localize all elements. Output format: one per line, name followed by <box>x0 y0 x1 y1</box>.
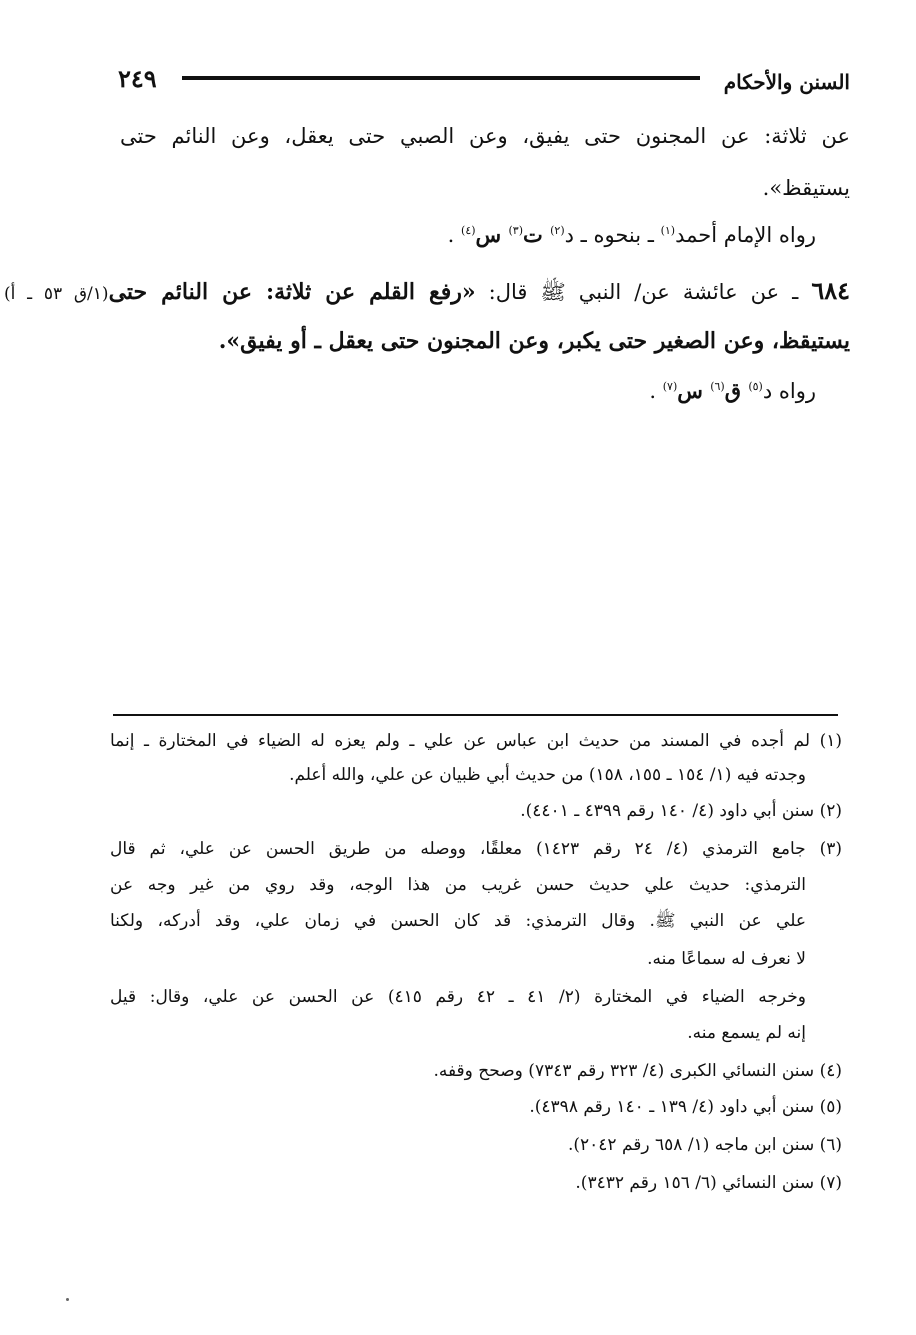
footnote-ref: (٦) <box>710 380 725 393</box>
riwaya-line-1 <box>448 222 816 247</box>
header-rule <box>182 76 700 80</box>
hadith-isnad: ـ عن عائشة عن/ النبي ﷺ قال: <box>475 280 812 304</box>
source-siglum: س <box>475 222 509 247</box>
footnote-3-cont: علي عن النبي ﷺ. وقال الترمذي: قد كان الحسن في زمان علي، وقد أدركه، ولكنا <box>110 911 806 931</box>
footnote-ref: (٢) <box>550 224 565 237</box>
hadith-matn: «رفع القلم عن ثلاثة: عن النائم حتى <box>108 279 476 305</box>
riwaya-text: رواه الإمام أحمد <box>675 223 816 247</box>
footnote-3-cont: الترمذي: حديث علي حديث حسن غريب من هذا الوجه، وقد روي من غير وجه عن <box>110 875 806 895</box>
manuscript-marker: (١/ق ٥٣ ـ أ) <box>4 284 109 304</box>
riwaya-text: ـ بنحوه ـ د <box>564 223 661 247</box>
footnote-4: (٤) سنن النسائي الكبرى (٤/ ٣٢٣ رقم ٧٣٤٣) وصحح وقفه. <box>433 1061 842 1081</box>
scan-speck <box>66 1298 69 1301</box>
body-line-1: عن ثلاثة: عن المجنون حتى يفيق، وعن الصبي حتى يعقل، وعن النائم حتى <box>120 124 850 148</box>
riwaya-text: . <box>447 223 462 247</box>
footnote-ref: (٥) <box>748 380 763 393</box>
hadith-684-line-1 <box>4 276 850 310</box>
footnote-divider <box>113 714 838 716</box>
riwaya-text: . <box>649 379 663 403</box>
footnote-ref: (١) <box>660 224 676 237</box>
footnote-3-cont: إنه لم يسمع منه. <box>687 1023 806 1043</box>
riwaya-text: رواه د <box>762 379 816 403</box>
footnote-5: (٥) سنن أبي داود (٤/ ١٣٩ ـ ١٤٠ رقم ٤٣٩٨). <box>529 1097 842 1117</box>
footnote-3: (٣) جامع الترمذي (٤/ ٢٤ رقم ١٤٢٣) معلقًا، ووصله من طريق الحسن عن علي، ثم قال <box>110 839 842 859</box>
footnote-ref: (٣) <box>508 224 523 237</box>
footnote-2: (٢) سنن أبي داود (٤/ ١٤٠ رقم ٤٣٩٩ ـ ٤٤٠١). <box>520 801 842 821</box>
source-siglum: ق <box>724 378 749 403</box>
source-siglum: ت <box>523 222 551 247</box>
footnote-1-cont: وجدته فيه (١/ ١٥٤ ـ ١٥٥، ١٥٨) من حديث أبي ظبيان عن علي، والله أعلم. <box>289 765 806 785</box>
footnote-1: (١) لم أجده في المسند من حديث ابن عباس عن علي ـ ولم يعزه له الضياء في المختارة ـ إنما <box>110 731 842 751</box>
chapter-title: السنن والأحكام <box>723 70 850 94</box>
hadith-684-line-2: يستيقظ، وعن الصغير حتى يكبر، وعن المجنون حتى يعقل ـ أو يفيق». <box>218 328 850 354</box>
running-header <box>110 62 850 98</box>
hadith-number: ٦٨٤ <box>811 276 850 305</box>
footnote-6: (٦) سنن ابن ماجه (١/ ٦٥٨ رقم ٢٠٤٢). <box>567 1135 842 1155</box>
footnote-3-cont: لا نعرف له سماعًا منه. <box>647 949 806 969</box>
footnote-ref: (٤) <box>461 224 476 237</box>
body-line-2: يستيقظ». <box>762 176 850 200</box>
source-siglum: س <box>677 378 711 403</box>
page-number: ٢٤٩ <box>118 64 157 93</box>
riwaya-line-2 <box>649 378 816 403</box>
footnote-7: (٧) سنن النسائي (٦/ ١٥٦ رقم ٣٤٣٢). <box>575 1173 842 1193</box>
footnote-3-cont: وخرجه الضياء في المختارة (٢/ ٤١ ـ ٤٢ رقم ٤١٥) عن الحسن عن علي، وقال: قيل <box>110 987 806 1007</box>
footnote-ref: (٧) <box>662 380 678 393</box>
